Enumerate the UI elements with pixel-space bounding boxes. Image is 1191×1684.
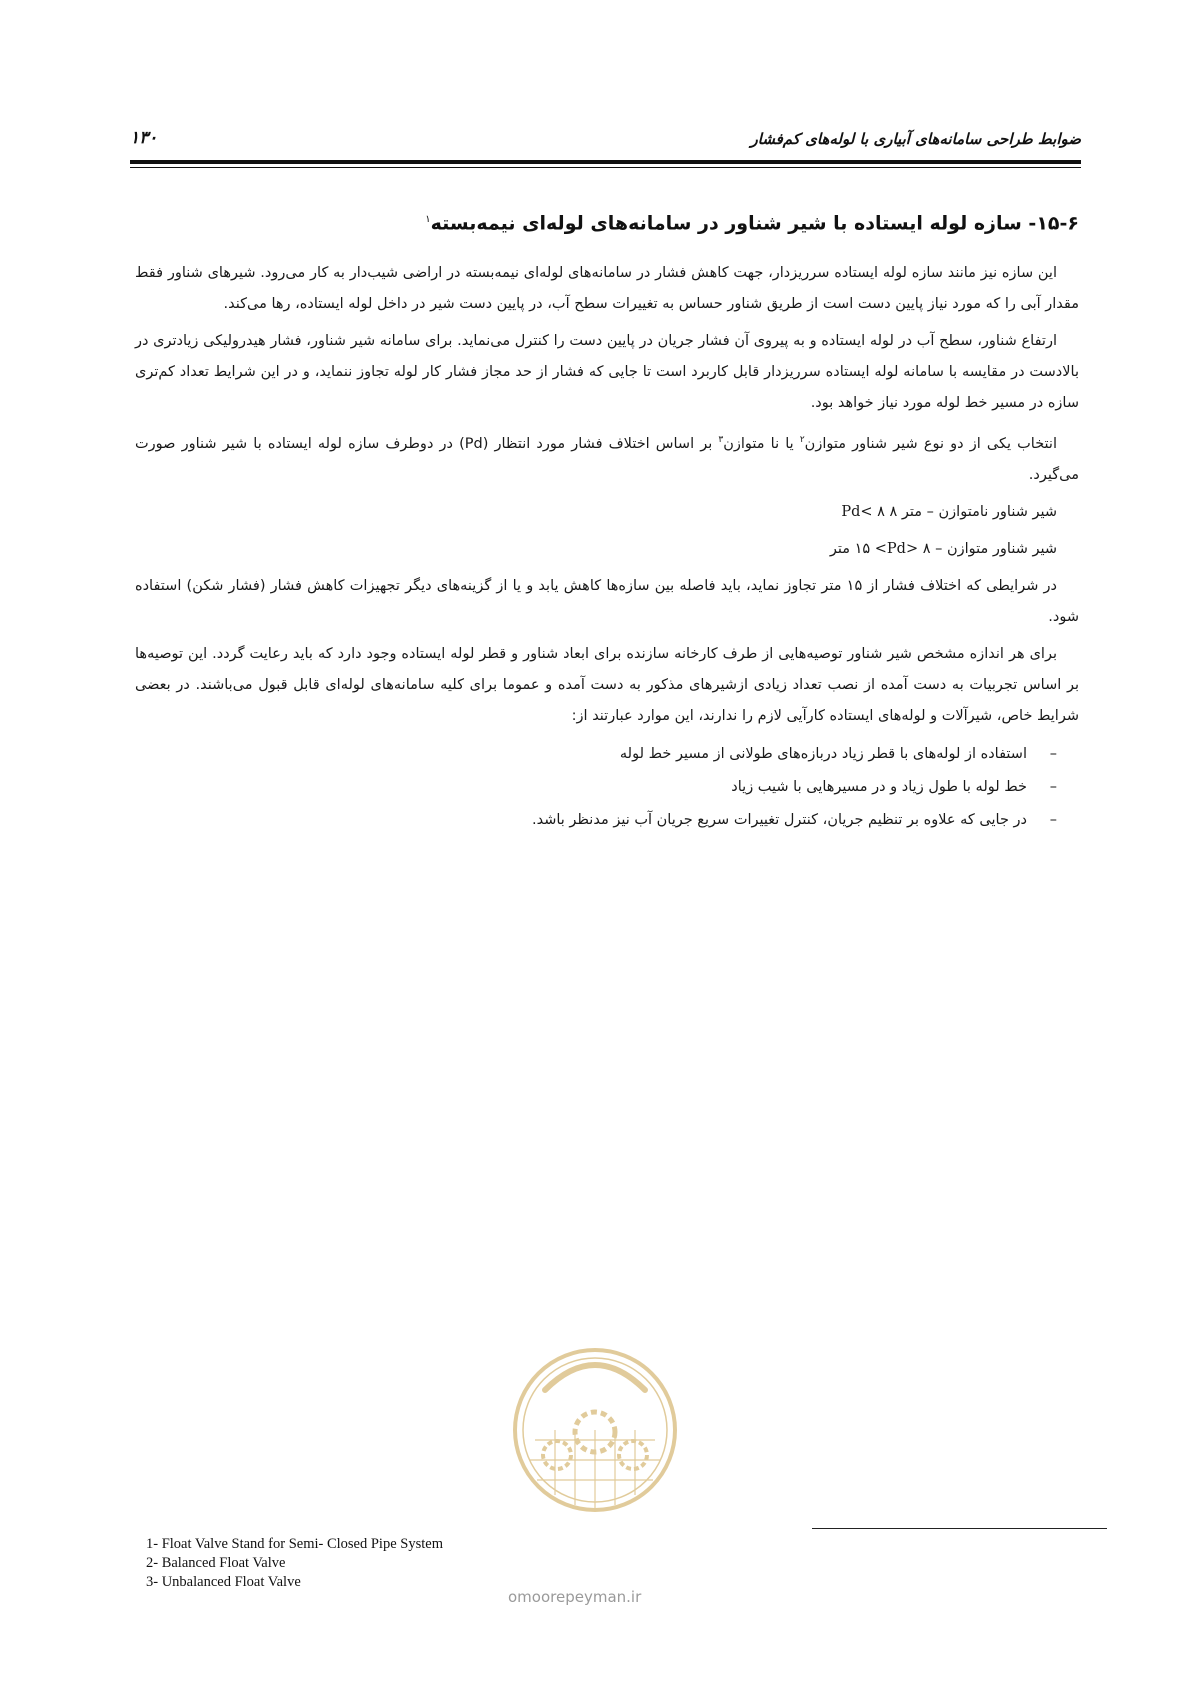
formula-balanced bbox=[135, 534, 1057, 565]
footnote-ref-3: ۳ bbox=[718, 435, 724, 446]
paragraph-2: ارتفاع شناور، سطح آب در لوله ایستاده و به پیروی آن فشار جریان در پایین دست را کنترل می‌نماید. برای سامانه شیر شناور، فشار هیدرولیکی زیادتری در بالادست در مقایسه با سامانه لوله ایستاده سرریزدار قابل کاربرد است تا جایی که فشار از حد مجاز فشار کار لوله تجاوز ننماید، و در این شرایط تعداد کم‌تری سازه در مسیر خط لوله مورد نیاز خواهد بود. bbox=[135, 333, 1079, 412]
paragraph-5: برای هر اندازه مشخص شیر شناور توصیه‌هایی از طرف کارخانه سازنده برای ابعاد شناور و قطر لوله ایستاده وجود دارد که باید رعایت گردد. این توصیه‌ها بر اساس تجربیات به دست آمده از نصب تعداد زیادی ازشیرهای مذکور به دست آمده و عموما برای کلیه سامانه‌های لوله‌ای قابل قبول می‌باشند. در بعضی شرایط خاص، شیرآلات و لوله‌های ایستاده کارآیی لازم را ندارند، این موارد عبارتند از: bbox=[135, 646, 1079, 725]
list-item bbox=[135, 771, 1057, 804]
paragraph-1: این سازه نیز مانند سازه لوله ایستاده سرریزدار، جهت کاهش فشار در سامانه‌های لوله‌ای نیمه‌بسته در اراضی شیب‌دار به کار می‌رود. شیرهای شناور فقط مقدار آبی را که مورد نیاز پایین دست است از طریق شناور حساس به تغییرات سطح آب، در پایین دست شیر در داخل لوله ایستاده، رها می‌کند. bbox=[135, 265, 1079, 313]
watermark-seal-icon bbox=[505, 1320, 685, 1580]
footnote-ref-2: ۲ bbox=[799, 435, 805, 446]
conditions-list bbox=[135, 738, 1079, 837]
paragraph-3-part-c: بر اساس اختلاف فشار مورد انتظار (Pd) در دوطرف سازه لوله ایستاده با شیر شناور صورت می‌گیرد. bbox=[135, 436, 1079, 484]
paragraph-3-part-a: انتخاب یکی از دو نوع شیر شناور متوازن bbox=[804, 436, 1057, 453]
header-rule-thick bbox=[130, 160, 1081, 164]
footnote-separator bbox=[812, 1528, 1107, 1529]
list-item-text: در جایی که علاوه بر تنظیم جریان، کنترل تغییرات سریع جریان آب نیز مدنظر باشد. bbox=[531, 812, 1027, 829]
page-number: ۱۳۰ bbox=[130, 128, 158, 148]
page-body bbox=[135, 205, 1079, 837]
paragraph-3 bbox=[135, 425, 1079, 491]
formula-balanced-label: شیر شناور متوازن – bbox=[930, 541, 1057, 558]
running-title: ضوابط طراحی سامانه‌های آبیاری با لوله‌های کم‌فشار bbox=[750, 130, 1081, 148]
paragraph-4: در شرایطی که اختلاف فشار از ۱۵ متر تجاوز نماید، باید فاصله بین سازه‌ها کاهش یابد و یا از گزینه‌های دیگر تجهیزات کاهش فشار (فشار شکن) استفاده شود. bbox=[135, 578, 1079, 626]
section-heading bbox=[135, 205, 1079, 238]
list-item bbox=[135, 738, 1057, 771]
section-heading-text: ۱۵-۶- سازه لوله ایستاده با شیر شناور در سامانه‌های لوله‌ای نیمه‌بسته bbox=[430, 212, 1079, 235]
list-item-text: خط لوله با طول زیاد و در مسیرهایی با شیب زیاد bbox=[731, 779, 1027, 796]
list-item bbox=[135, 804, 1057, 837]
footnote-1: 1- Float Valve Stand for Semi- Closed Pipe System bbox=[146, 1536, 443, 1552]
watermark-url: omoorepeyman.ir bbox=[508, 1588, 642, 1606]
list-bullet: – bbox=[1049, 779, 1057, 796]
formula-unbalanced-label: شیر شناور نامتوازن – متر ۸ bbox=[884, 504, 1057, 521]
formula-balanced-unit: متر bbox=[829, 541, 855, 558]
heading-footnote-ref: ۱ bbox=[425, 214, 431, 225]
paragraph-3-part-b: یا نا متوازن bbox=[723, 436, 800, 453]
footnotes bbox=[146, 1535, 443, 1592]
footnote-2: 2- Balanced Float Valve bbox=[146, 1555, 286, 1571]
footnote-3: 3- Unbalanced Float Valve bbox=[146, 1574, 301, 1590]
page-header bbox=[130, 120, 1081, 164]
formula-unbalanced-expression: Pd< ۸ bbox=[841, 504, 885, 521]
formula-unbalanced bbox=[135, 497, 1057, 528]
list-bullet: – bbox=[1049, 746, 1057, 763]
list-bullet: – bbox=[1049, 812, 1057, 829]
header-rule-thin bbox=[130, 167, 1081, 168]
list-item-text: استفاده از لوله‌های با قطر زیاد دربازه‌های طولانی از مسیر خط لوله bbox=[619, 746, 1027, 763]
formula-balanced-expression: ۱۵ <Pd> ۸ bbox=[854, 541, 931, 558]
